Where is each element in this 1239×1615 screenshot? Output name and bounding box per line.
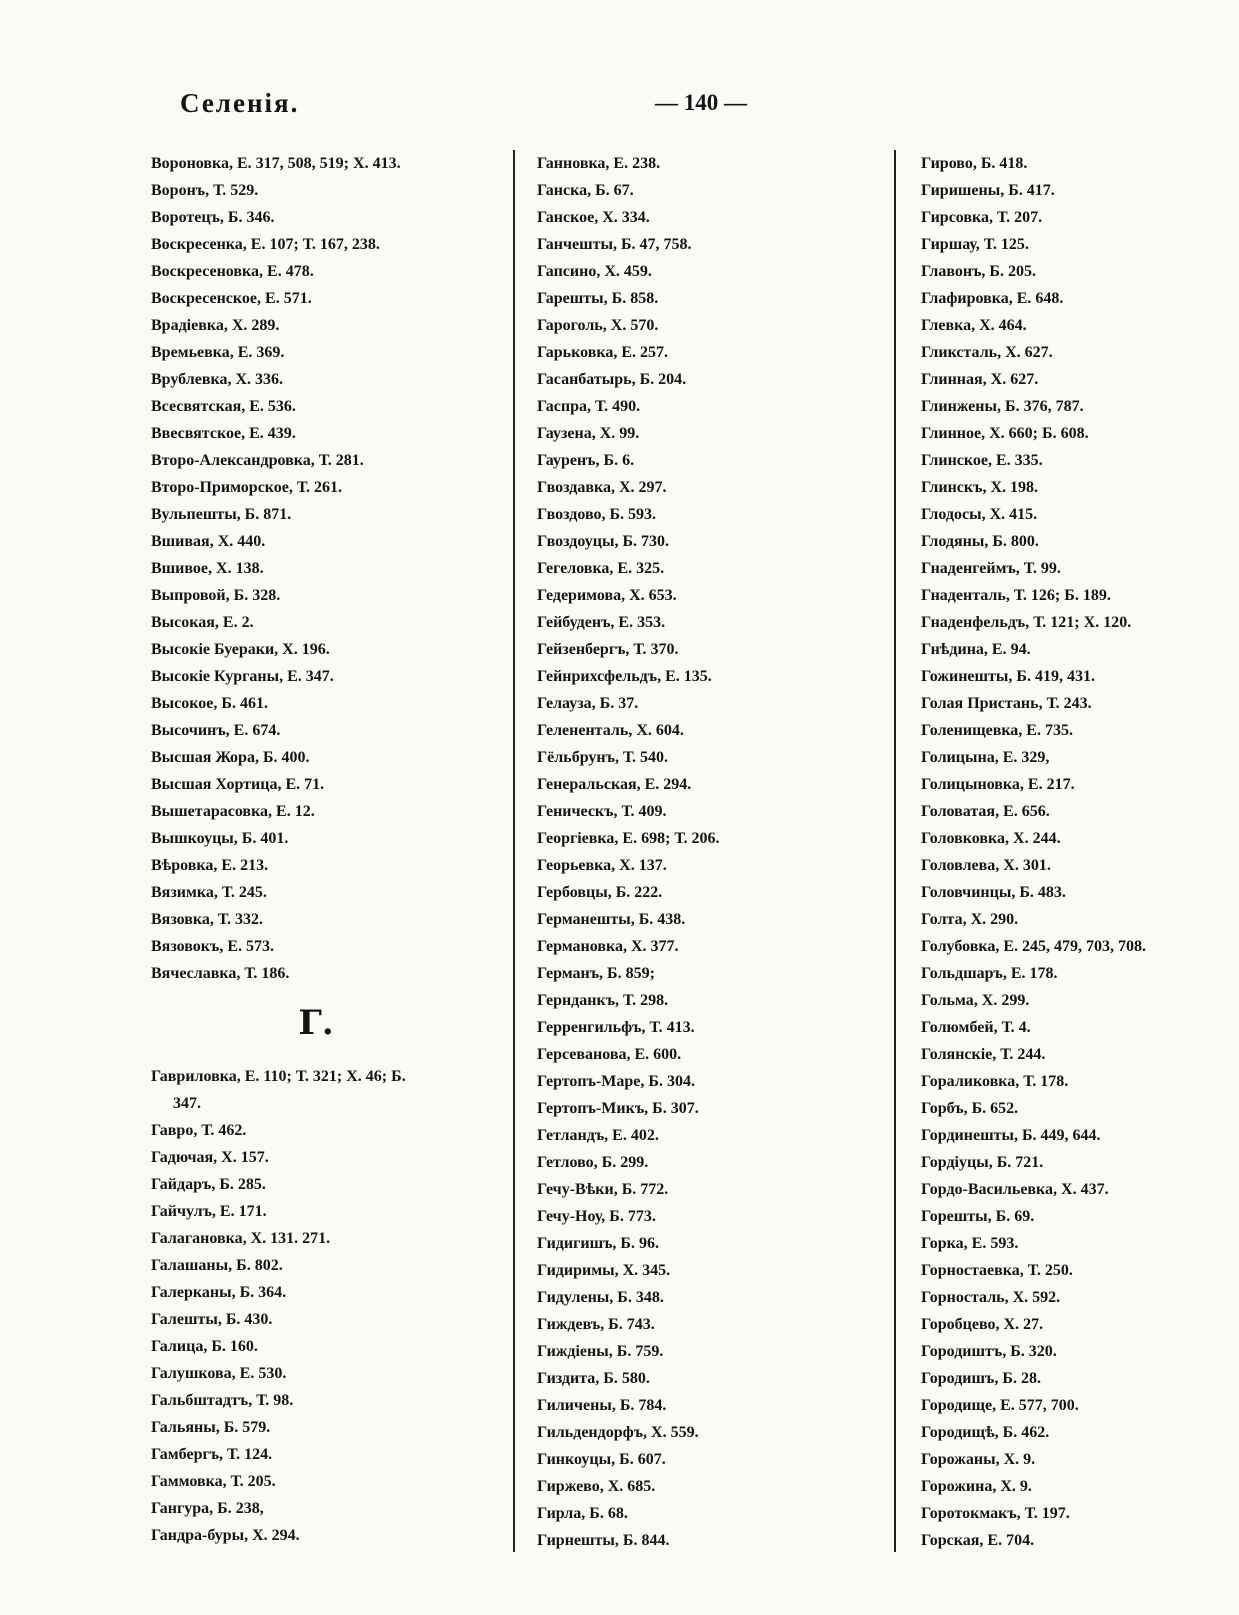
index-entry: Глафировка, Е. 648. bbox=[921, 290, 1064, 307]
index-entry: Галашаны, Б. 802. bbox=[151, 1257, 283, 1274]
column-3 bbox=[921, 150, 1231, 1554]
index-entry: Второ-Приморское, Т. 261. bbox=[151, 479, 342, 496]
index-entry-continuation: 347. bbox=[173, 1095, 201, 1112]
index-entry: Гильдендорфъ, Х. 559. bbox=[537, 1424, 699, 1441]
index-entry: Всесвятская, Е. 536. bbox=[151, 398, 296, 415]
index-entry: Гордо-Васильевка, Х. 437. bbox=[921, 1181, 1109, 1198]
index-entry: Гетландъ, Е. 402. bbox=[537, 1127, 659, 1144]
index-entry: Гелауза, Б. 37. bbox=[537, 695, 639, 712]
index-entry: Гирла, Б. 68. bbox=[537, 1505, 628, 1522]
index-entry: Геническъ, Т. 409. bbox=[537, 803, 667, 820]
index-entry: Ганска, Б. 67. bbox=[537, 182, 634, 199]
index-entry: Высокое, Б. 461. bbox=[151, 695, 268, 712]
index-entry: Галешты, Б. 430. bbox=[151, 1311, 273, 1328]
index-entry: Горка, Е. 593. bbox=[921, 1235, 1019, 1252]
index-entry: Гечу-Ноу, Б. 773. bbox=[537, 1208, 656, 1225]
column-divider-left bbox=[513, 150, 515, 1552]
index-entry: Гидиримы, Х. 345. bbox=[537, 1262, 671, 1279]
index-entry: Главонъ, Б. 205. bbox=[921, 263, 1037, 280]
index-entry: Горностаевка, Т. 250. bbox=[921, 1262, 1073, 1279]
index-entry: Городище, Е. 577, 700. bbox=[921, 1397, 1079, 1414]
index-entry: Высокіе Буераки, Х. 196. bbox=[151, 641, 330, 658]
index-entry: Второ-Александровка, Т. 281. bbox=[151, 452, 364, 469]
index-entry: Гликсталь, Х. 627. bbox=[921, 344, 1053, 361]
index-entry: Высшая Жора, Б. 400. bbox=[151, 749, 310, 766]
index-entry: Горешты, Б. 69. bbox=[921, 1208, 1035, 1225]
section-title: Селенія. bbox=[180, 88, 300, 118]
index-entry: Глинная, Х. 627. bbox=[921, 371, 1039, 388]
index-entry: Гирсовка, Т. 207. bbox=[921, 209, 1043, 226]
index-entry: Вшивое, Х. 138. bbox=[151, 560, 264, 577]
column-divider-right bbox=[894, 150, 896, 1552]
index-entry: Врадіевка, Х. 289. bbox=[151, 317, 280, 334]
index-entry: Гавриловка, Е. 110; Т. 321; Х. 46; Б. bbox=[151, 1068, 406, 1085]
index-entry: Гиришены, Б. 417. bbox=[921, 182, 1055, 199]
index-entry: Гегеловка, Е. 325. bbox=[537, 560, 665, 577]
index-entry: Гиличены, Б. 784. bbox=[537, 1397, 667, 1414]
index-entry: Гольдшаръ, Е. 178. bbox=[921, 965, 1058, 982]
index-entry: Гаузена, Х. 99. bbox=[537, 425, 640, 442]
index-entry: Гадючая, Х. 157. bbox=[151, 1149, 269, 1166]
index-entry: Гаспра, Т. 490. bbox=[537, 398, 641, 415]
index-entry: Гнаденталь, Т. 126; Б. 189. bbox=[921, 587, 1111, 604]
index-entry: Воскресенка, Е. 107; Т. 167, 238. bbox=[151, 236, 380, 253]
index-entry: Высокая, Е. 2. bbox=[151, 614, 254, 631]
index-entry: Герсеванова, Е. 600. bbox=[537, 1046, 682, 1063]
index-entry: Высочинъ, Е. 674. bbox=[151, 722, 281, 739]
index-entry: Ганчешты, Б. 47, 758. bbox=[537, 236, 692, 253]
index-entry: Вязовка, Т. 332. bbox=[151, 911, 263, 928]
page-number: — 140 — bbox=[655, 90, 747, 115]
column-1-entries-v bbox=[151, 150, 501, 987]
index-entry: Городиштъ, Б. 320. bbox=[921, 1343, 1057, 1360]
index-entry: Воскресеновка, Е. 478. bbox=[151, 263, 314, 280]
index-entry: Гиржево, Х. 685. bbox=[537, 1478, 656, 1495]
index-entry: Головчинцы, Б. 483. bbox=[921, 884, 1066, 901]
index-entry: Горобцево, Х. 27. bbox=[921, 1316, 1044, 1333]
index-entry: Головлева, Х. 301. bbox=[921, 857, 1051, 874]
index-entry: Головковка, Х. 244. bbox=[921, 830, 1061, 847]
index-entry: Гнаденфельдъ, Т. 121; Х. 120. bbox=[921, 614, 1132, 631]
index-entry: Вшивая, Х. 440. bbox=[151, 533, 266, 550]
index-entry: Гинкоуцы, Б. 607. bbox=[537, 1451, 666, 1468]
index-entry: Галагановка, Х. 131. 271. bbox=[151, 1230, 331, 1247]
index-entry: Гвоздавка, Х. 297. bbox=[537, 479, 667, 496]
index-entry: Глевка, Х. 464. bbox=[921, 317, 1027, 334]
index-entry: Гамбергъ, Т. 124. bbox=[151, 1446, 273, 1463]
index-entry: Гольма, Х. 299. bbox=[921, 992, 1030, 1009]
index-entry: Гайдаръ, Б. 285. bbox=[151, 1176, 266, 1193]
index-entry: Гарешты, Б. 858. bbox=[537, 290, 659, 307]
index-entry: Германешты, Б. 438. bbox=[537, 911, 686, 928]
index-entry: Генеральская, Е. 294. bbox=[537, 776, 692, 793]
index-entry: Врублевка, Х. 336. bbox=[151, 371, 283, 388]
index-entry: Гожинешты, Б. 419, 431. bbox=[921, 668, 1095, 685]
index-entry: Гейзенбергъ, Т. 370. bbox=[537, 641, 679, 658]
index-entry: Времьевка, Е. 369. bbox=[151, 344, 285, 361]
index-entry: Вороновка, Е. 317, 508, 519; Х. 413. bbox=[151, 155, 401, 172]
index-entry: Гетлово, Б. 299. bbox=[537, 1154, 649, 1171]
index-entry: Гарьковка, Е. 257. bbox=[537, 344, 669, 361]
index-entry: Галушкова, Е. 530. bbox=[151, 1365, 287, 1382]
index-entry: Гёльбрунъ, Т. 540. bbox=[537, 749, 669, 766]
index-entry: Вѣровка, Е. 213. bbox=[151, 857, 269, 874]
index-entry: Гордіуцы, Б. 721. bbox=[921, 1154, 1044, 1171]
index-entry: Вышкоуцы, Б. 401. bbox=[151, 830, 289, 847]
index-entry: Выпровой, Б. 328. bbox=[151, 587, 281, 604]
index-entry: Георгіевка, Е. 698; Т. 206. bbox=[537, 830, 720, 847]
index-entry: Гейнрихсфельдъ, Е. 135. bbox=[537, 668, 712, 685]
index-entry: Вячеславка, Т. 186. bbox=[151, 965, 290, 982]
index-entry: Гернданкъ, Т. 298. bbox=[537, 992, 669, 1009]
index-entry: Гечу-Вѣки, Б. 772. bbox=[537, 1181, 669, 1198]
index-entry: Гидулены, Б. 348. bbox=[537, 1289, 664, 1306]
index-entry: Георьевка, Х. 137. bbox=[537, 857, 667, 874]
index-entry: Герренгильфъ, Т. 413. bbox=[537, 1019, 695, 1036]
index-entry: Вульпешты, Б. 871. bbox=[151, 506, 292, 523]
index-entry: Горская, Е. 704. bbox=[921, 1532, 1035, 1549]
index-entry: Голта, Х. 290. bbox=[921, 911, 1019, 928]
index-entry: Ввесвятское, Е. 439. bbox=[151, 425, 296, 442]
index-entry: Гнѣдина, Е. 94. bbox=[921, 641, 1031, 658]
index-entry: Гандра-буры, Х. 294. bbox=[151, 1527, 300, 1544]
index-entry: Голюмбей, Т. 4. bbox=[921, 1019, 1031, 1036]
index-entry: Ганновка, Е. 238. bbox=[537, 155, 661, 172]
index-entry: Гаммовка, Т. 205. bbox=[151, 1473, 276, 1490]
index-entry: Голянскіе, Т. 244. bbox=[921, 1046, 1046, 1063]
index-entry: Гиздита, Б. 580. bbox=[537, 1370, 650, 1387]
index-entry: Гасанбатырь, Б. 204. bbox=[537, 371, 687, 388]
index-entry: Гординешты, Б. 449, 644. bbox=[921, 1127, 1101, 1144]
index-entry: Воротецъ, Б. 346. bbox=[151, 209, 275, 226]
index-entry: Городищѣ, Б. 462. bbox=[921, 1424, 1050, 1441]
letter-heading-g: Г. bbox=[298, 1003, 334, 1043]
index-entry: Гербовцы, Б. 222. bbox=[537, 884, 663, 901]
index-entry: Вышетарасовка, Е. 12. bbox=[151, 803, 315, 820]
column-1-entries-g bbox=[151, 1117, 501, 1549]
index-entry: Глинное, Х. 660; Б. 608. bbox=[921, 425, 1089, 442]
index-entry: Головатая, Е. 656. bbox=[921, 803, 1050, 820]
index-entry: Гирнешты, Б. 844. bbox=[537, 1532, 670, 1549]
index-entry: Воронъ, Т. 529. bbox=[151, 182, 259, 199]
index-entry: Гальбштадтъ, Т. 98. bbox=[151, 1392, 294, 1409]
index-entry: Германъ, Б. 859; bbox=[537, 965, 655, 982]
index-entry: Вязимка, Т. 245. bbox=[151, 884, 267, 901]
index-entry: Воскресенское, Е. 571. bbox=[151, 290, 312, 307]
index-entry: Голубовка, Е. 245, 479, 703, 708. bbox=[921, 938, 1147, 955]
index-entry: Глинскъ, Х. 198. bbox=[921, 479, 1038, 496]
index-entry: Галерканы, Б. 364. bbox=[151, 1284, 287, 1301]
index-entry: Гавро, Т. 462. bbox=[151, 1122, 247, 1139]
index-entry: Городишъ, Б. 28. bbox=[921, 1370, 1041, 1387]
index-entry: Гальяны, Б. 579. bbox=[151, 1419, 271, 1436]
index-entry: Гвоздово, Б. 593. bbox=[537, 506, 657, 523]
index-entry: Голицына, Е. 329, bbox=[921, 749, 1050, 766]
index-entry: Горбъ, Б. 652. bbox=[921, 1100, 1019, 1117]
index-entry: Гайчулъ, Е. 171. bbox=[151, 1203, 267, 1220]
index-entry: Горожаны, Х. 9. bbox=[921, 1451, 1036, 1468]
index-entry: Горотокмакъ, Т. 197. bbox=[921, 1505, 1070, 1522]
index-entry: Гораликовка, Т. 178. bbox=[921, 1073, 1069, 1090]
index-entry: Гангура, Б. 238, bbox=[151, 1500, 264, 1517]
index-entry: Голенищевка, Е. 735. bbox=[921, 722, 1073, 739]
index-entry: Голая Пристань, Т. 243. bbox=[921, 695, 1092, 712]
index-entry: Гиршау, Т. 125. bbox=[921, 236, 1029, 253]
index-entry: Горожина, Х. 9. bbox=[921, 1478, 1032, 1495]
index-entry: Гвоздоуцы, Б. 730. bbox=[537, 533, 670, 550]
column-1 bbox=[151, 150, 501, 1549]
index-entry: Глинское, Е. 335. bbox=[921, 452, 1043, 469]
index-entry: Гертопъ-Микъ, Б. 307. bbox=[537, 1100, 699, 1117]
index-entry: Голицыновка, Е. 217. bbox=[921, 776, 1075, 793]
index-entry: Высшая Хортица, Е. 71. bbox=[151, 776, 325, 793]
column-2 bbox=[537, 150, 887, 1554]
index-entry: Гапсино, Х. 459. bbox=[537, 263, 652, 280]
index-entry: Глинжены, Б. 376, 787. bbox=[921, 398, 1084, 415]
index-entry: Германовка, Х. 377. bbox=[537, 938, 679, 955]
index-entry: Гароголь, Х. 570. bbox=[537, 317, 659, 334]
index-entry: Гертопъ-Маре, Б. 304. bbox=[537, 1073, 695, 1090]
index-entry: Вязовокъ, Е. 573. bbox=[151, 938, 275, 955]
index-entry: Глодяны, Б. 800. bbox=[921, 533, 1039, 550]
index-entry: Галица, Б. 160. bbox=[151, 1338, 258, 1355]
index-entry: Гидигишъ, Б. 96. bbox=[537, 1235, 659, 1252]
index-entry: Горносталь, Х. 592. bbox=[921, 1289, 1061, 1306]
index-entry: Глодосы, Х. 415. bbox=[921, 506, 1038, 523]
index-entry: Гиждіены, Б. 759. bbox=[537, 1343, 664, 1360]
index-entry: Гейбуденъ, Е. 353. bbox=[537, 614, 666, 631]
index-entry: Ганское, Х. 334. bbox=[537, 209, 650, 226]
index-entry: Гелененталь, Х. 604. bbox=[537, 722, 684, 739]
index-entry: Гнаденгеймъ, Т. 99. bbox=[921, 560, 1061, 577]
index-entry: Гедеримова, Х. 653. bbox=[537, 587, 677, 604]
index-entry: Гирово, Б. 418. bbox=[921, 155, 1028, 172]
index-entry: Высокіе Курганы, Е. 347. bbox=[151, 668, 334, 685]
index-entry: Гауренъ, Б. 6. bbox=[537, 452, 635, 469]
index-entry: Гиждевъ, Б. 743. bbox=[537, 1316, 655, 1333]
